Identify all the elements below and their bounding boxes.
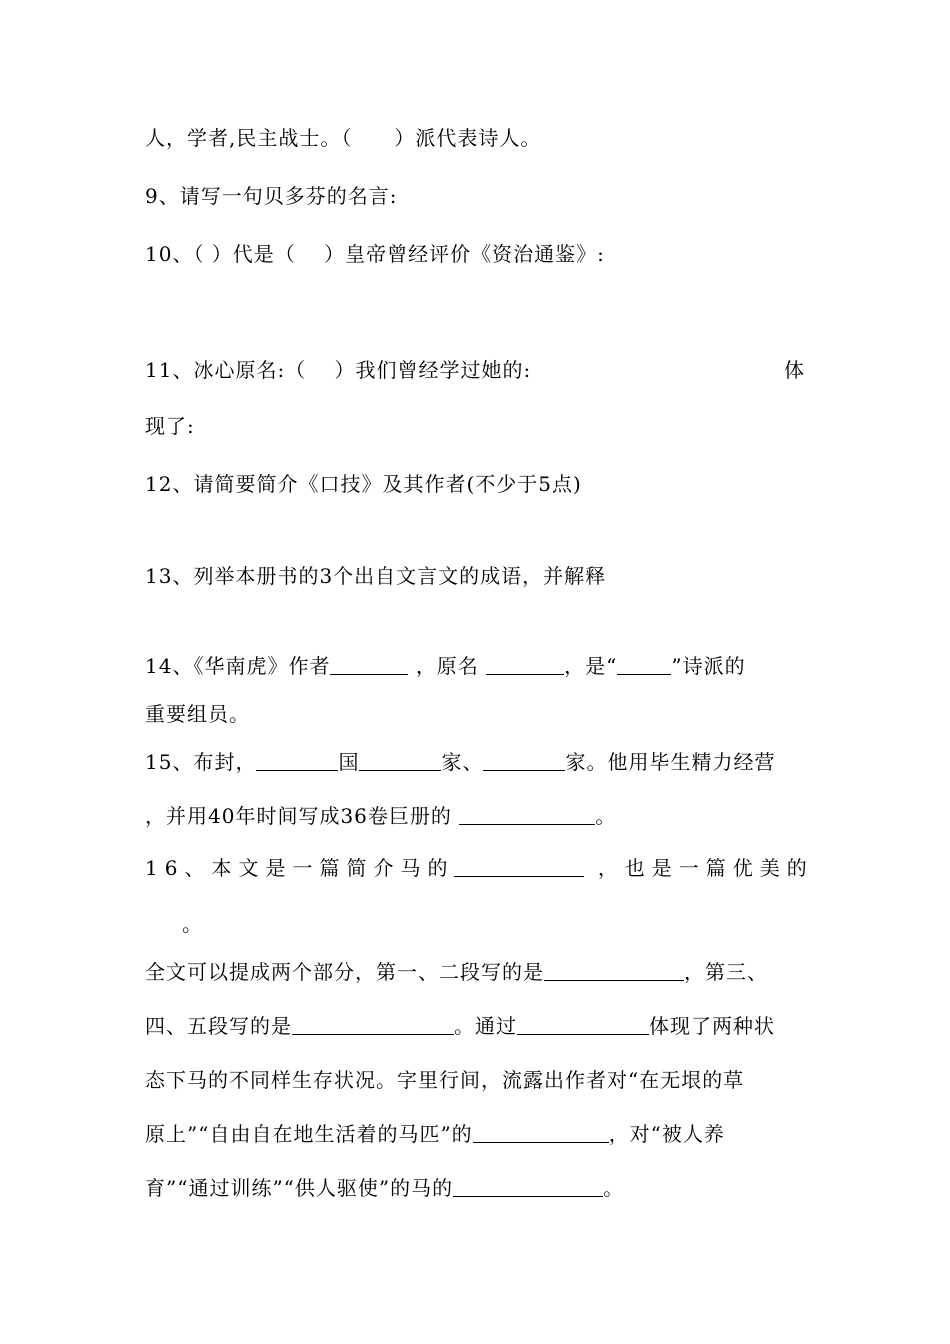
- answer-blank[interactable]: [330, 654, 408, 675]
- line-text: 16、本文是一篇简介马的: [145, 856, 455, 880]
- line-text: 体现了两种状: [649, 1014, 775, 1038]
- question-16-cont: [182, 910, 203, 938]
- line-text: 。: [603, 1176, 625, 1200]
- question-15-cont: [145, 802, 616, 830]
- question-15: [145, 748, 775, 776]
- line-text: 家。他用毕生精力经营: [565, 750, 776, 774]
- text-line-15: [145, 1012, 775, 1040]
- line-text: 9、请写一句贝多芬的名言:: [145, 184, 398, 208]
- line-text: 四、五段写的是: [145, 1014, 292, 1038]
- line-text: 现了:: [145, 414, 195, 438]
- line-text: 12、请简要简介《口技》及其作者(不少于5点): [145, 472, 582, 496]
- question-14: [145, 652, 746, 680]
- line-text: ，也是一篇优美的: [597, 856, 814, 880]
- answer-blank[interactable]: [459, 804, 595, 825]
- question-11-cont: [145, 412, 195, 440]
- answer-blank[interactable]: [617, 654, 671, 675]
- question-9: [145, 182, 397, 210]
- line-text-end: 体: [784, 358, 805, 382]
- text-line-17: [145, 1120, 725, 1148]
- line-text: ，是“: [564, 654, 618, 678]
- line-text: 育”“通过训练”“供人驱使”的马的: [145, 1176, 454, 1200]
- question-13: [145, 562, 606, 590]
- question-14-cont: [145, 700, 250, 728]
- line-text: 。: [595, 804, 617, 828]
- line-text: 14、《华南虎》作者: [145, 654, 331, 678]
- line-text: 13、列举本册书的3个出自文言文的成语，并解释: [145, 564, 607, 588]
- answer-blank[interactable]: [453, 1176, 603, 1197]
- line-text: 15、布封，: [145, 750, 257, 774]
- line-text: 11、冰心原名:（ ）我们曾经学过她的:: [145, 358, 532, 382]
- line-text: 国: [338, 750, 360, 774]
- answer-blank[interactable]: [517, 1014, 649, 1035]
- text-line-1: [145, 124, 541, 152]
- text-line-18: [145, 1174, 624, 1202]
- text-line-16: [145, 1066, 744, 1094]
- line-text: 家、: [441, 750, 484, 774]
- line-text: ”诗派的: [671, 654, 746, 678]
- answer-blank[interactable]: [483, 750, 565, 771]
- answer-blank[interactable]: [454, 856, 584, 877]
- answer-blank[interactable]: [359, 750, 441, 771]
- line-text: 。通过: [454, 1014, 517, 1038]
- line-text: ，第三、: [684, 960, 768, 984]
- line-text: 原上”“自由自在地生活着的马匹”的: [145, 1122, 473, 1146]
- question-11: [145, 356, 805, 384]
- answer-blank[interactable]: [486, 654, 564, 675]
- line-text: 10、（ ）代是（ ）皇帝曾经评价《资治通鉴》:: [145, 242, 605, 266]
- line-text: 态下马的不同样生存状况。字里行间，流露出作者对“在无垠的草: [145, 1068, 745, 1092]
- question-12: [145, 470, 582, 498]
- answer-blank[interactable]: [292, 1014, 454, 1035]
- line-text: 人，学者,民主战士。（ ）派代表诗人。: [145, 126, 542, 150]
- answer-blank[interactable]: [544, 960, 684, 981]
- answer-blank[interactable]: [473, 1122, 609, 1143]
- line-text: 全文可以提成两个部分，第一、二段写的是: [145, 960, 544, 984]
- line-text: 。: [182, 912, 203, 936]
- text-line-14: [145, 958, 768, 986]
- question-10: [145, 240, 605, 268]
- question-16: [145, 854, 814, 882]
- line-text: ，并用40年时间写成36卷巨册的: [145, 804, 452, 828]
- line-text: 重要组员。: [145, 702, 250, 726]
- line-text: ，对“被人养: [608, 1122, 725, 1146]
- line-text: ，原名: [415, 654, 479, 678]
- answer-blank[interactable]: [256, 750, 338, 771]
